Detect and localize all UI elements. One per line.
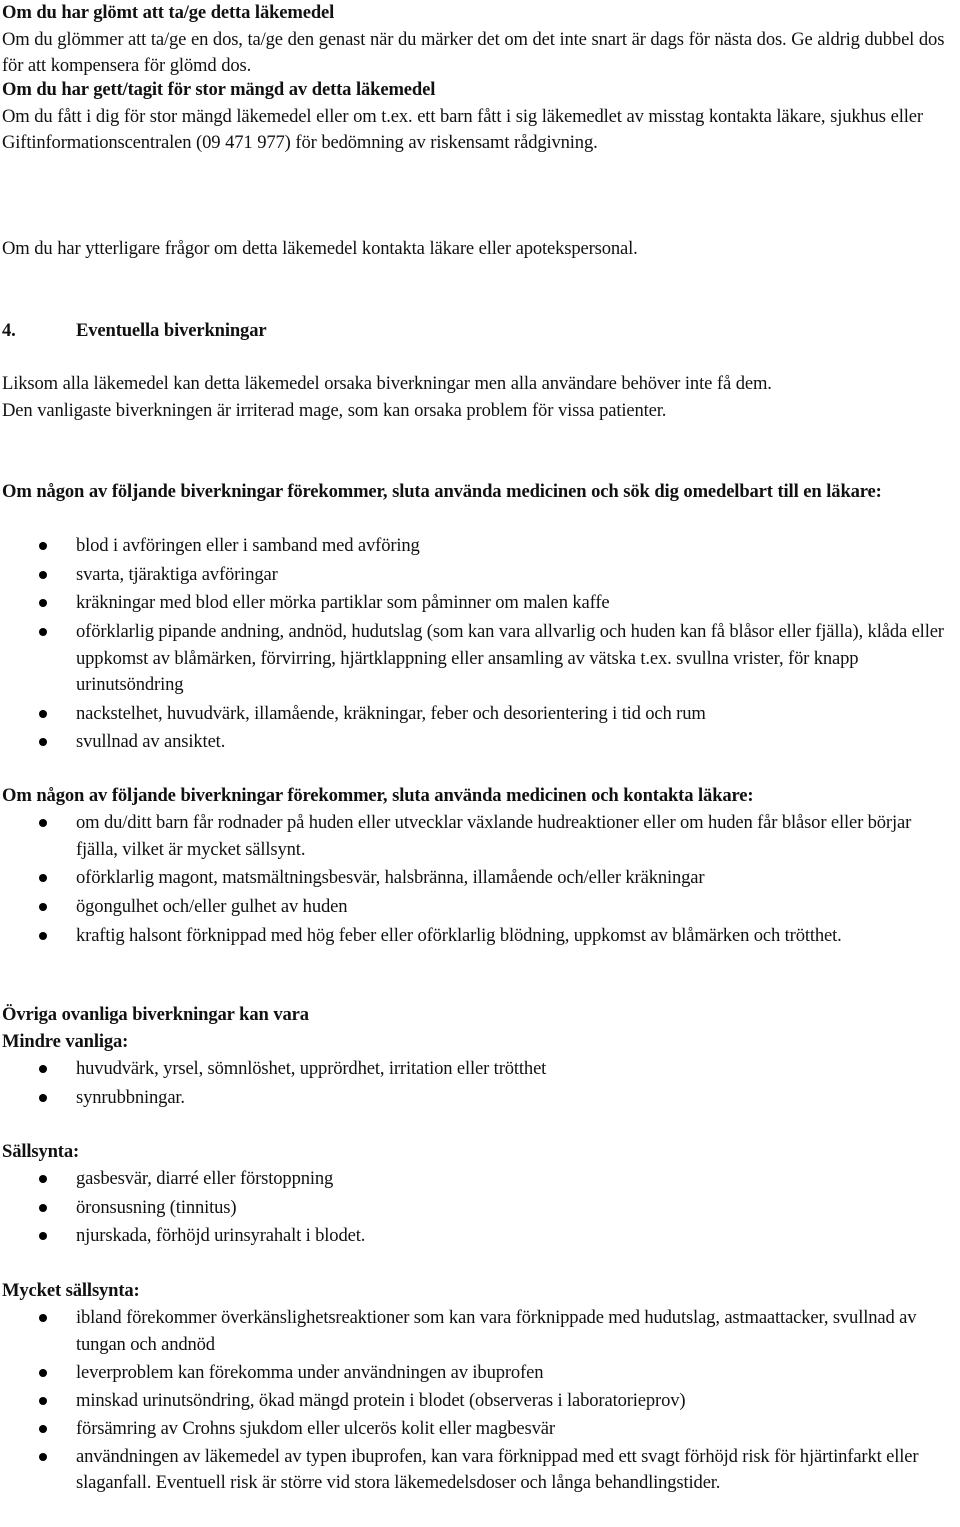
bullet-icon bbox=[39, 571, 47, 579]
section-heading bbox=[2, 318, 957, 345]
bullet-icon bbox=[39, 819, 47, 827]
list-item: njurskada, förhöjd urinsyrahalt i blodet. bbox=[0, 1223, 955, 1250]
list-item: öronsusning (tinnitus) bbox=[0, 1195, 955, 1222]
rare-label: Sällsynta: bbox=[2, 1141, 80, 1162]
bullet-icon bbox=[39, 1204, 47, 1212]
other-title: Övriga ovanliga biverkningar kan vara bbox=[2, 1004, 309, 1025]
list-item: oförklarlig pipande andning, andnöd, hudutslag (som kan vara allvarlig och huden kan få blåsor eller fjälla), klåda eller uppkomst av blåmärken, förvirring, hjärtklappning eller ansamling av vätska t.ex. svullna vrister, för knapp urinutsöndring bbox=[0, 619, 955, 699]
urgent-list bbox=[0, 533, 955, 758]
list-item: ibland förekommer överkänslighetsreaktioner som kan vara förknippade med hudutslag, astmaattacker, svullnad av tungan och andnöd bbox=[0, 1305, 955, 1358]
overdose-section bbox=[2, 77, 957, 157]
list-item: ögongulhet och/eller gulhet av huden bbox=[0, 894, 955, 921]
side-effects-intro bbox=[2, 371, 957, 424]
bullet-icon bbox=[39, 1175, 47, 1183]
questions-paragraph: Om du har ytterligare frågor om detta läkemedel kontakta läkare eller apotekspersonal. bbox=[2, 238, 638, 259]
bullet-icon bbox=[39, 542, 47, 550]
bullet-icon bbox=[39, 1314, 47, 1322]
less-common-list bbox=[0, 1056, 955, 1113]
section-number: 4. bbox=[2, 320, 16, 341]
bullet-icon bbox=[39, 1094, 47, 1102]
bullet-icon bbox=[39, 599, 47, 607]
list-item: nackstelhet, huvudvärk, illamående, kräkningar, feber och desorientering i tid och rum bbox=[0, 701, 955, 728]
contact-heading: Om någon av följande biverkningar förekommer, sluta använda medicinen och kontakta läkare: bbox=[2, 785, 754, 806]
list-item: blod i avföringen eller i samband med avföring bbox=[0, 533, 955, 560]
forgot-dose-section bbox=[2, 0, 957, 80]
list-item: oförklarlig magont, matsmältningsbesvär, halsbränna, illamående och/eller kräkningar bbox=[0, 865, 955, 892]
other-heading bbox=[2, 1002, 957, 1055]
list-item: leverproblem kan förekomma under användningen av ibuprofen bbox=[0, 1360, 955, 1387]
bullet-icon bbox=[39, 1397, 47, 1405]
section-title: Eventuella biverkningar bbox=[76, 320, 267, 341]
bullet-icon bbox=[39, 628, 47, 636]
very-rare-label: Mycket sällsynta: bbox=[2, 1280, 140, 1301]
less-common-label: Mindre vanliga: bbox=[2, 1030, 129, 1052]
list-item: kräkningar med blod eller mörka partiklar som påminner om malen kaffe bbox=[0, 590, 955, 617]
list-item: försämring av Crohns sjukdom eller ulcerös kolit eller magbesvär bbox=[0, 1416, 955, 1443]
bullet-icon bbox=[39, 738, 47, 746]
bullet-icon bbox=[39, 1425, 47, 1433]
bullet-icon bbox=[39, 874, 47, 882]
bullet-icon bbox=[39, 903, 47, 911]
list-item: synrubbningar. bbox=[0, 1085, 955, 1112]
list-item: svarta, tjäraktiga avföringar bbox=[0, 562, 955, 589]
bullet-icon bbox=[39, 932, 47, 940]
bullet-icon bbox=[39, 1453, 47, 1461]
bullet-icon bbox=[39, 710, 47, 718]
common-side-effect-text: Den vanligaste biverkningen är irriterad mage, som kan orsaka problem för vissa patienter. bbox=[2, 399, 667, 421]
forgot-dose-text: Om du glömmer att ta/ge en dos, ta/ge den genast när du märker det om det inte snart är dags för nästa dos. Ge aldrig dubbel dos för att kompensera för glömd dos. bbox=[2, 28, 945, 76]
contact-list bbox=[0, 810, 955, 951]
list-item: om du/ditt barn får rodnader på huden eller utvecklar växlande hudreaktioner eller om huden får blåsor eller börjar fjälla, vilket är mycket sällsynt. bbox=[0, 810, 955, 863]
list-item: svullnad av ansiktet. bbox=[0, 729, 955, 756]
overdose-text: Om du fått i dig för stor mängd läkemedel eller om t.ex. ett barn fått i sig läkemedlet av misstag kontakta läkare, sjukhus eller Giftinformationscentralen (09 471 977) för bedömning av riskensamt rådgivning. bbox=[2, 105, 923, 153]
bullet-icon bbox=[39, 1232, 47, 1240]
list-item: användningen av läkemedel av typen ibuprofen, kan vara förknippad med ett svagt förhöjd risk för hjärtinfarkt eller slaganfall. Eventuell risk är större vid stora läkemedelsdoser och långa behandlingstider. bbox=[0, 1444, 955, 1497]
intro-text: Liksom alla läkemedel kan detta läkemedel orsaka biverkningar men alla användare behöver inte få dem. bbox=[2, 373, 772, 394]
list-item: gasbesvär, diarré eller förstoppning bbox=[0, 1166, 955, 1193]
bullet-icon bbox=[39, 1369, 47, 1377]
overdose-heading: Om du har gett/tagit för stor mängd av detta läkemedel bbox=[2, 79, 436, 100]
very-rare-list bbox=[0, 1305, 955, 1498]
urgent-heading: Om någon av följande biverkningar förekommer, sluta använda medicinen och sök dig omedelbart till en läkare: bbox=[2, 481, 882, 502]
list-item: huvudvärk, yrsel, sömnlöshet, upprördhet, irritation eller trötthet bbox=[0, 1056, 955, 1083]
forgot-dose-heading: Om du har glömt att ta/ge detta läkemedel bbox=[2, 2, 335, 23]
list-item: minskad urinutsöndring, ökad mängd protein i blodet (observeras i laboratorieprov) bbox=[0, 1388, 955, 1415]
list-item: kraftig halsont förknippad med hög feber eller oförklarlig blödning, uppkomst av blåmärken och trötthet. bbox=[0, 923, 955, 950]
rare-list bbox=[0, 1166, 955, 1252]
bullet-icon bbox=[39, 1065, 47, 1073]
